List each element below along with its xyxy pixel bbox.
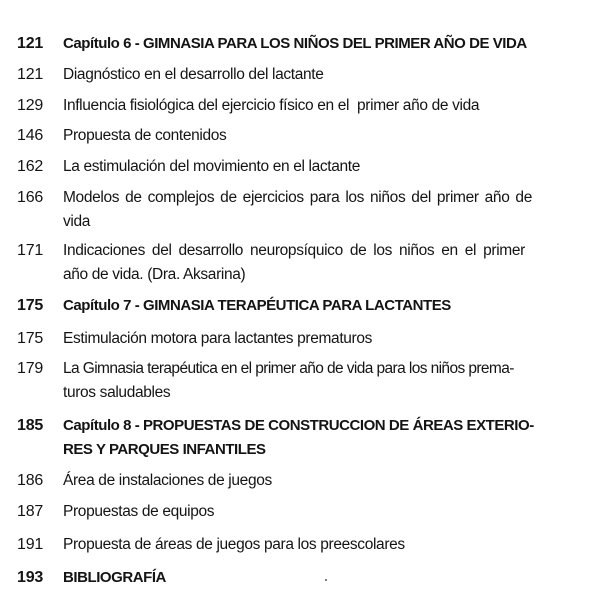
entry-title-line: RES Y PARQUES INFANTILES — [63, 441, 266, 458]
page-number: 166 — [17, 189, 44, 206]
entry-title-line: Capítulo 6 - GIMNASIA PARA LOS NIÑOS DEL PRIMER AÑO DE VIDA — [63, 35, 527, 52]
entry-title — [63, 500, 576, 524]
entry-title — [63, 294, 576, 318]
entry-title-line: Modelos de complejos de ejercicios para los niños del primer año de — [63, 189, 532, 206]
entry-title — [63, 94, 576, 118]
entry-title-line: BIBLIOGRAFÍA — [63, 569, 166, 586]
entry-title — [63, 414, 576, 462]
entry-title-line: Área de instalaciones de juegos — [63, 472, 272, 489]
entry-title-line: Propuesta de contenidos — [63, 127, 227, 144]
page-number: 129 — [17, 97, 44, 114]
page-number: 171 — [17, 242, 44, 259]
page-number: 187 — [17, 503, 44, 520]
page-number: 175 — [17, 297, 44, 314]
page-number: 121 — [17, 35, 44, 52]
page-number: 185 — [17, 417, 44, 434]
entry-title-line: La Gimnasia terapéutica en el primer año de vida para los niños prema- — [63, 360, 514, 377]
page-number: 146 — [17, 127, 44, 144]
entry-title — [63, 327, 576, 351]
entry-title — [63, 32, 576, 56]
entry-title-line: Estimulación motora para lactantes prematuros — [63, 330, 373, 347]
page-number: 175 — [17, 330, 44, 347]
entry-title — [63, 155, 576, 179]
entry-title-line: Propuesta de áreas de juegos para los preescolares — [63, 536, 405, 553]
entry-title-line: Diagnóstico en el desarrollo del lactante — [63, 66, 324, 83]
scan-speck — [325, 579, 327, 581]
page-number: 121 — [17, 66, 44, 83]
entry-title-line: La estimulación del movimiento en el lactante — [63, 158, 361, 175]
entry-title-line: Propuestas de equipos — [63, 503, 215, 520]
page-number: 191 — [17, 536, 44, 553]
entry-title — [63, 566, 576, 590]
page-number: 179 — [17, 360, 44, 377]
entry-title — [63, 63, 576, 87]
page-number: 193 — [17, 569, 44, 586]
entry-title-line: Capítulo 7 - GIMNASIA TERAPÉUTICA PARA LACTANTES — [63, 297, 451, 314]
entry-title-line: turos saludables — [63, 384, 171, 401]
entry-title-line: Indicaciones del desarrollo neuropsíquico de los niños en el primer — [63, 242, 525, 259]
page-number: 162 — [17, 158, 44, 175]
entry-title-line: vida — [63, 213, 91, 230]
entry-title-line: año de vida. (Dra. Aksarina) — [63, 266, 246, 283]
entry-title — [63, 124, 576, 148]
entry-title-line: Capítulo 8 - PROPUESTAS DE CONSTRUCCION DE ÁREAS EXTERIO- — [63, 417, 534, 434]
entry-title — [63, 533, 576, 557]
entry-title — [63, 239, 576, 287]
entry-title — [63, 469, 576, 493]
entry-title — [63, 357, 576, 405]
entry-title — [63, 186, 576, 234]
page-number: 186 — [17, 472, 44, 489]
entry-title-line: Influencia fisiológica del ejercicio físico en el primer año de vida — [63, 97, 480, 114]
